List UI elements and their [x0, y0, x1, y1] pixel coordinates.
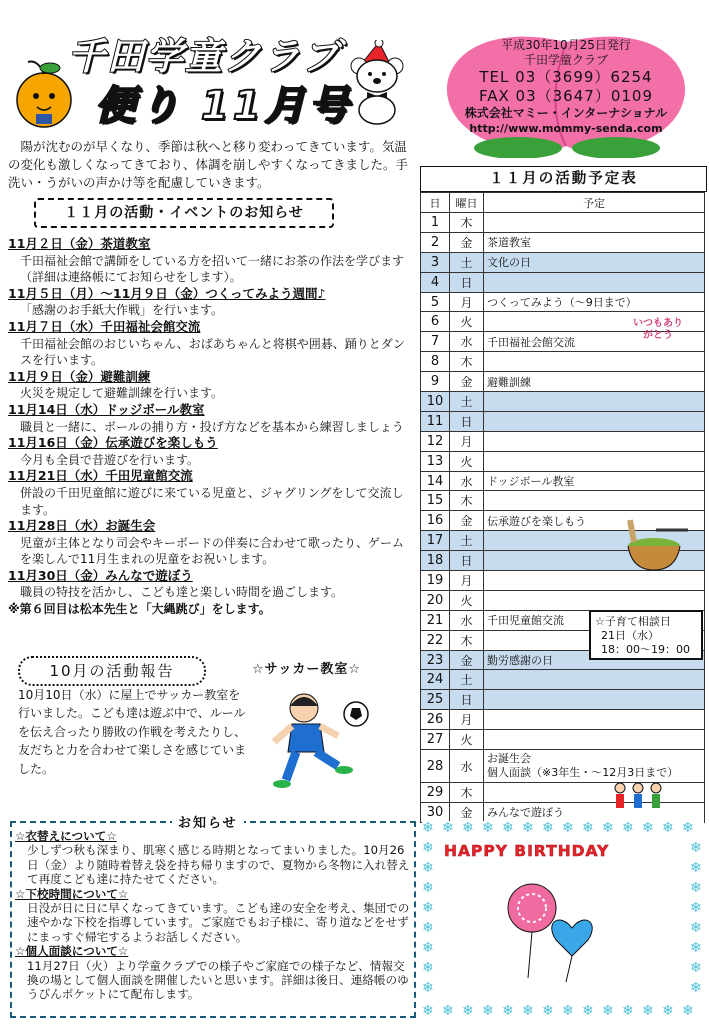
consultation-title: ☆子育て相談日 [595, 615, 671, 628]
schedule-weekday: 火 [450, 590, 484, 610]
schedule-row [421, 491, 705, 511]
schedule-day: 28 [421, 750, 450, 783]
schedule-weekday: 日 [450, 551, 484, 571]
schedule-weekday: 火 [450, 730, 484, 750]
schedule-day: 25 [421, 690, 450, 710]
snowflake-icon: ❄ [422, 960, 434, 976]
schedule-plan [484, 710, 705, 730]
header-day: 日 [421, 193, 450, 213]
snowflake-icon: ❄ [542, 820, 554, 836]
schedule-day: 16 [421, 511, 450, 531]
schedule-plan [484, 352, 705, 372]
schedule-row [421, 690, 705, 710]
children-playing-icon [610, 780, 666, 820]
schedule-day: 22 [421, 630, 450, 650]
schedule-day: 30 [421, 802, 450, 822]
notice-text: 11月27日（火）より学童クラブでの様子やご家庭での様子など、情報交換の場として個人面談を開催したいと思います。詳細は後日、連絡帳のゆうびんポケットにて配布します。 [27, 958, 409, 1002]
schedule-day: 5 [421, 292, 450, 312]
snowflake-icon: ❄ [690, 940, 702, 956]
snowflake-icon: ❄ [622, 1003, 634, 1019]
schedule-row [421, 471, 705, 491]
schedule-row [421, 451, 705, 471]
schedule-day: 26 [421, 710, 450, 730]
company-name: 株式会社マミー・インターナショナル [464, 106, 668, 120]
schedule-plan [484, 783, 705, 803]
event-item: 11月２日（金）茶道教室 千田福祉会館で講師をしている方を招いて一緒にお茶の作法を学びます（詳細は連絡帳にてお知らせをします）。 [8, 236, 405, 285]
schedule-plan [484, 690, 705, 710]
schedule-title: １１月の活動予定表 [420, 166, 707, 192]
event-item: 11月14日（水）ドッジボール教室 職員と一緒に、ボールの捕り方・投げ方などを基本から練習しましょう [8, 401, 404, 434]
snowflake-icon: ❄ [690, 860, 702, 876]
schedule-weekday: 火 [450, 451, 484, 471]
schedule-weekday: 月 [450, 431, 484, 451]
schedule-day: 17 [421, 531, 450, 551]
snowflake-icon: ❄ [502, 1003, 514, 1019]
snowflake-icon: ❄ [642, 1003, 654, 1019]
notice-text: 少しずつ秋も深まり、肌寒く感じる時期となってまいりました。10月26日（金）より随時着替え袋を持ち帰りますので、夏物から冬物に入れ替えて再度こども達に持たせてください。 [27, 843, 410, 887]
schedule-row [421, 272, 705, 292]
snowflake-icon: ❄ [502, 820, 514, 836]
schedule-plan [484, 411, 705, 431]
schedule-day: 11 [421, 411, 450, 431]
schedule-plan: 避難訓練 [484, 372, 705, 392]
thanks-sticker: いつもありがとう [633, 318, 683, 341]
snowflake-icon: ❄ [462, 1003, 474, 1019]
event-item: 11月７日（水）千田福祉会館交流 千田福祉会館のおじいちゃん、おばあちゃんと将棋や囲碁、踊りとダンスを行います。 [8, 318, 405, 368]
snowflake-icon: ❄ [422, 820, 434, 836]
schedule-weekday: 日 [450, 411, 484, 431]
schedule-plan [484, 392, 705, 412]
event-item: 11月28日（水）お誕生会 児童が主体となり司会やキーボードの伴奏に合わせて歌ったり、ゲームを楽しんで11月生まれの児童をお祝いします。 [8, 518, 405, 567]
report-heading: 10月の活動報告 [18, 656, 206, 686]
snowflake-icon: ❄ [690, 980, 702, 996]
schedule-weekday: 月 [450, 710, 484, 730]
schedule-row [421, 411, 705, 431]
snowflake-icon: ❄ [690, 900, 702, 916]
website-link[interactable]: http://www.mommy-senda.com [469, 122, 663, 135]
schedule-plan: 勤労感謝の日 [484, 650, 705, 670]
schedule-plan [484, 451, 705, 471]
schedule-day: 20 [421, 590, 450, 610]
snowflake-icon: ❄ [422, 1003, 434, 1019]
snowflake-icon: ❄ [522, 1003, 534, 1019]
schedule-weekday: 金 [450, 511, 484, 531]
snowflake-icon: ❄ [602, 1003, 614, 1019]
schedule-weekday: 土 [450, 252, 484, 272]
mascot-fruit-icon [6, 58, 82, 130]
schedule-row [421, 352, 705, 372]
snowflake-icon: ❄ [690, 960, 702, 976]
events-note: ※第６回目は松本先生と「大縄跳び」をします。 [8, 602, 271, 617]
schedule-day: 24 [421, 670, 450, 690]
snowflake-icon: ❄ [462, 820, 474, 836]
fax-number: FAX 03（3647）0109 [479, 87, 653, 105]
schedule-row [421, 252, 705, 272]
schedule-weekday: 土 [450, 670, 484, 690]
event-item: 11月５日（月）～11月９日（金）つくってみよう週間♪ 「感謝のお手紙大作戦」を行います。 [8, 285, 326, 318]
snowflake-icon: ❄ [562, 1003, 574, 1019]
schedule-day: 10 [421, 392, 450, 412]
schedule-header-row [421, 193, 705, 213]
schedule-row [421, 710, 705, 730]
intro-text: 陽が沈むのが早くなり、季節は秋へと移り変わってきています。気温の変化も激しくなってきており、体調を崩しやすくなってきました。手洗い・うがいの声かけ等を配慮していきます。 [8, 139, 409, 190]
snowflake-icon: ❄ [602, 820, 614, 836]
snowflake-icon: ❄ [422, 980, 434, 996]
schedule-weekday: 水 [450, 332, 484, 352]
balloons-icon [500, 878, 610, 988]
schedule-weekday: 日 [450, 272, 484, 292]
schedule-row [421, 590, 705, 610]
schedule-day: 19 [421, 571, 450, 591]
snowflake-icon: ❄ [422, 860, 434, 876]
snowflake-icon: ❄ [642, 820, 654, 836]
newsletter-title: 千田学童クラブ [68, 35, 341, 78]
snowflake-icon: ❄ [690, 880, 702, 896]
schedule-row [421, 392, 705, 412]
snowflake-icon: ❄ [662, 1003, 674, 1019]
schedule-day: 8 [421, 352, 450, 372]
notice-text: 日没が日に日に早くなってきています。こども達の安全を考え、集団での速やかな下校を指導しています。ご家庭でもお子様に、寄り道などをせずにまっすぐ帰宅するようお話しください。 [27, 901, 410, 944]
notice-heading: ☆下校時間について☆ [15, 886, 129, 901]
consultation-date: 21日（水） [601, 629, 659, 642]
schedule-day: 7 [421, 332, 450, 352]
schedule-weekday: 金 [450, 232, 484, 252]
schedule-weekday: 火 [450, 312, 484, 332]
schedule-day: 4 [421, 272, 450, 292]
schedule-day: 18 [421, 551, 450, 571]
schedule-plan [484, 571, 705, 591]
schedule-weekday: 土 [450, 392, 484, 412]
soccer-player-icon [262, 684, 372, 794]
snowflake-icon: ❄ [690, 920, 702, 936]
schedule-day: 29 [421, 783, 450, 803]
event-item: 11月16日（金）伝承遊びを楽しもう 今月も全員で昔遊びを行います。 [8, 435, 218, 467]
schedule-weekday: 木 [450, 213, 484, 233]
schedule-weekday: 月 [450, 292, 484, 312]
snowflake-icon: ❄ [422, 920, 434, 936]
schedule-row [421, 372, 705, 392]
snowflake-icon: ❄ [422, 880, 434, 896]
events-heading: １１月の活動・イベントのお知らせ [34, 198, 334, 228]
schedule-plan [484, 590, 705, 610]
schedule-plan-line: 個人面談（※3年生・～12月3日まで） [487, 766, 679, 780]
schedule-row [421, 232, 705, 252]
schedule-day: 15 [421, 491, 450, 511]
snowflake-icon: ❄ [690, 840, 702, 856]
schedule-plan [484, 491, 705, 511]
schedule-plan: 千田児童館交流 [484, 610, 705, 630]
schedule-weekday: 木 [450, 352, 484, 372]
schedule-day: 27 [421, 730, 450, 750]
schedule-plan [484, 670, 705, 690]
snowflake-icon: ❄ [422, 900, 434, 916]
notice-heading: ☆個人面談について☆ [15, 944, 129, 959]
schedule-weekday: 月 [450, 571, 484, 591]
schedule-plan: みんなで遊ぼう [484, 802, 705, 822]
consultation-box [589, 610, 703, 660]
snowflake-icon: ❄ [562, 820, 574, 836]
event-item: 11月９日（金）避難訓練 火災を規定して避難訓練を行います。 [8, 368, 224, 401]
schedule-weekday: 金 [450, 650, 484, 670]
snowflake-icon: ❄ [482, 1003, 494, 1019]
schedule-day: 21 [421, 610, 450, 630]
schedule-weekday: 水 [450, 750, 484, 783]
schedule-day: 3 [421, 252, 450, 272]
consultation-time: 18：00～19：00 [601, 643, 690, 656]
snowflake-icon: ❄ [682, 820, 694, 836]
schedule-plan-line: お誕生会 [487, 752, 531, 766]
schedule-row [421, 213, 705, 233]
event-item: 11月21日（水）千田児童館交流 併設の千田児童館に遊びに来ている児童と、ジャグリングをして交流します。 [8, 468, 404, 517]
schedule-plan: 千田福祉会館交流 [484, 332, 705, 352]
snowflake-icon: ❄ [682, 1003, 694, 1019]
schedule-weekday: 木 [450, 630, 484, 650]
schedule-weekday: 土 [450, 531, 484, 551]
events-list [8, 236, 413, 618]
teddy-bear-icon [343, 40, 411, 126]
schedule-row [421, 670, 705, 690]
notice-heading: ☆衣替えについて☆ [15, 829, 117, 843]
schedule-day: 12 [421, 431, 450, 451]
header-weekday: 曜日 [450, 193, 484, 213]
snowflake-icon: ❄ [582, 1003, 594, 1019]
report-text: 10月10日（水）に屋上でサッカー教室を行いました。こども達は遊ぶ中で、ルールを伝え合ったり勝敗の作戦を考えたりし、友だちと力を合わせて楽しさを感じていました。 [18, 688, 247, 776]
schedule-row [421, 431, 705, 451]
schedule-day: 6 [421, 312, 450, 332]
snowflake-icon: ❄ [482, 820, 494, 836]
schedule-plan: 伝承遊びを楽しもう [484, 511, 705, 531]
header-plan: 予定 [484, 193, 705, 213]
schedule-plan: ドッジボール教室 [484, 471, 705, 491]
snowflake-icon: ❄ [522, 820, 534, 836]
schedule-row [421, 571, 705, 591]
notices-body [15, 829, 413, 1002]
schedule-weekday: 水 [450, 471, 484, 491]
schedule-plan [484, 750, 705, 783]
club-name: 千田学童クラブ [523, 53, 608, 67]
snowflake-icon: ❄ [422, 940, 434, 956]
schedule-plan [484, 213, 705, 233]
snowflake-icon: ❄ [442, 1003, 454, 1019]
schedule-day: 2 [421, 232, 450, 252]
schedule-day: 23 [421, 650, 450, 670]
snowflake-icon: ❄ [662, 820, 674, 836]
snowflake-icon: ❄ [442, 820, 454, 836]
schedule-day: 14 [421, 471, 450, 491]
issue-date: 平成30年10月25日発行 [501, 38, 631, 52]
schedule-plan: 茶道教室 [484, 232, 705, 252]
snowflake-icon: ❄ [582, 820, 594, 836]
schedule-day: 13 [421, 451, 450, 471]
schedule-plan: 文化の日 [484, 252, 705, 272]
schedule-weekday: 木 [450, 491, 484, 511]
soccer-title: ☆サッカー教室☆ [252, 662, 362, 677]
schedule-weekday: 水 [450, 610, 484, 630]
birthday-text: HAPPY BIRTHDAY [444, 842, 610, 860]
notices-title: お知らせ [172, 812, 244, 831]
snowflake-icon: ❄ [542, 1003, 554, 1019]
schedule-plan [484, 431, 705, 451]
schedule-weekday: 木 [450, 783, 484, 803]
tea-bowl-icon [620, 516, 690, 572]
schedule-weekday: 日 [450, 690, 484, 710]
newsletter-subtitle: 便り 11月号 [95, 83, 353, 129]
schedule-weekday: 金 [450, 372, 484, 392]
event-item: 11月30日（金）みんなで遊ぼう 職員の特技を活かし、こども達と楽しい時間を過ごします。 [8, 567, 344, 600]
schedule-plan [484, 272, 705, 292]
schedule-day: 1 [421, 213, 450, 233]
tel-number: TEL 03（3699）6254 [479, 68, 653, 86]
schedule-plan [484, 730, 705, 750]
schedule-day: 9 [421, 372, 450, 392]
schedule-plan: つくってみよう（～9日まで） [484, 292, 705, 312]
schedule-table [420, 192, 705, 823]
snowflake-icon: ❄ [422, 840, 434, 856]
schedule-row [421, 750, 705, 783]
schedule-weekday: 金 [450, 802, 484, 822]
publisher-info [432, 30, 700, 158]
snowflake-icon: ❄ [622, 820, 634, 836]
schedule-row [421, 292, 705, 312]
schedule-row [421, 730, 705, 750]
